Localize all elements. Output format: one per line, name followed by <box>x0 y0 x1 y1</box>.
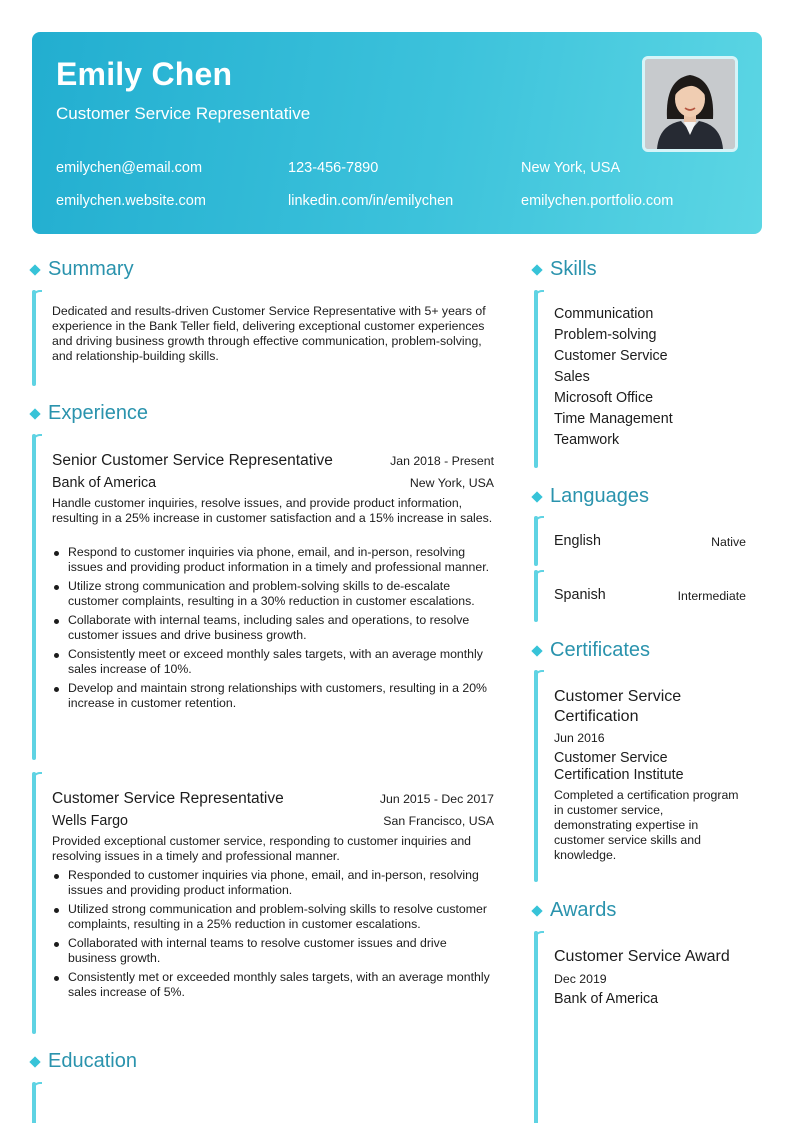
experience-heading-text: Experience <box>48 402 149 424</box>
language-name: English <box>554 533 601 549</box>
job-title: Customer Service Representative <box>52 790 284 807</box>
awards-heading-text: Awards <box>550 899 617 921</box>
skill-item: Teamwork <box>554 432 620 448</box>
job-description: Provided exceptional customer service, responding to customer inquiries and resolving issues in a timely and professional manner. <box>52 834 471 863</box>
skill-item: Communication <box>554 306 654 322</box>
job-description: Handle customer inquiries, resolve issues, and provide product information, resulting in a 25% increase in customer satisfaction and a 15% increase in sales. <box>52 496 493 525</box>
experience-job-2 <box>32 772 494 1034</box>
contact-linkedin[interactable]: linkedin.com/in/emilychen <box>288 193 454 209</box>
language-row <box>534 516 762 566</box>
diamond-icon <box>531 645 542 656</box>
job-location: New York, USA <box>409 476 494 490</box>
section-bar <box>534 570 538 622</box>
section-bar <box>534 670 538 882</box>
job-bullet: Respond to customer inquiries via phone, email, and in-person, resolving issues and providing product information in a timely and professional manner. <box>52 545 497 575</box>
certificate-date: Jun 2016 <box>554 731 605 745</box>
job-title: Senior Customer Service Representative <box>52 452 333 469</box>
skill-item: Time Management <box>554 411 673 427</box>
skill-item: Microsoft Office <box>554 390 654 406</box>
contact-website[interactable]: emilychen.website.com <box>56 193 206 209</box>
summary-text: Dedicated and results-driven Customer Service Representative with 5+ years of experience in the Bank Teller field, delivering exceptional customer experiences and driving business growth through effective communication, problem-solving, and relationship-building skills. <box>52 304 486 363</box>
profile-photo <box>642 56 738 152</box>
diamond-icon <box>531 905 542 916</box>
job-date: Jun 2015 - Dec 2017 <box>379 792 494 806</box>
awards-heading <box>532 899 616 922</box>
job-bullet: Collaborated with internal teams to resolve customer issues and drive business growth. <box>52 936 497 966</box>
language-row <box>534 570 762 622</box>
resume-header <box>32 32 762 234</box>
languages-heading-text: Languages <box>550 485 649 507</box>
skill-item: Problem-solving <box>554 327 657 343</box>
award-date: Dec 2019 <box>554 972 607 986</box>
education-block <box>32 1082 494 1123</box>
summary-heading-text: Summary <box>48 258 134 280</box>
job-bullet: Responded to customer inquiries via phone, email, and in-person, resolving issues and providing product information. <box>52 868 497 898</box>
skills-heading <box>532 258 597 281</box>
language-level: Intermediate <box>677 589 746 603</box>
job-bullets <box>52 868 497 1004</box>
language-name: Spanish <box>554 587 606 603</box>
language-level: Native <box>711 535 746 549</box>
job-date: Jan 2018 - Present <box>390 454 494 468</box>
job-bullet: Collaborate with internal teams, including sales and operations, to resolve customer issues and drive business growth. <box>52 613 497 643</box>
section-bar <box>32 1082 36 1123</box>
job-bullet: Utilized strong communication and problem-solving skills to resolve customer complaints, resulting in a 25% reduction in customer escalations. <box>52 902 497 932</box>
skills-heading-text: Skills <box>550 258 597 280</box>
section-bar <box>534 516 538 566</box>
contact-location: New York, USA <box>521 160 621 176</box>
job-bullet: Consistently meet or exceed monthly sales targets, with an average monthly sales increase of 10%. <box>52 647 497 677</box>
job-bullet: Develop and maintain strong relationships with customers, resulting in a 20% increase in customer retention. <box>52 681 497 711</box>
certificate-description: Completed a certification program in customer service, demonstrating expertise in customer service skills and knowledge. <box>554 788 739 862</box>
candidate-name: Emily Chen <box>56 56 233 92</box>
diamond-icon <box>531 491 542 502</box>
certificates-heading <box>532 639 650 662</box>
section-bar <box>534 290 538 468</box>
education-heading <box>30 1050 137 1073</box>
section-bar <box>32 434 36 760</box>
job-location: San Francisco, USA <box>383 814 494 828</box>
contact-portfolio[interactable]: emilychen.portfolio.com <box>521 193 674 209</box>
award-name: Customer Service Award <box>554 948 730 965</box>
summary-heading <box>30 258 134 281</box>
award-organization: Bank of America <box>554 991 659 1007</box>
section-bar <box>32 290 36 386</box>
languages-heading <box>532 485 649 508</box>
experience-heading <box>30 402 148 425</box>
job-company: Wells Fargo <box>52 813 129 829</box>
diamond-icon <box>29 264 40 275</box>
skill-item: Customer Service <box>554 348 668 364</box>
job-company: Bank of America <box>52 475 157 491</box>
skill-item: Sales <box>554 369 590 385</box>
experience-job-1 <box>32 434 494 760</box>
job-bullet: Utilize strong communication and problem-solving skills to de-escalate customer complaints, resulting in a 30% reduction in customer escalations. <box>52 579 497 609</box>
summary-block <box>32 290 497 386</box>
section-bar <box>32 772 36 1034</box>
certificate-name: Customer Service Certification <box>554 688 682 725</box>
education-heading-text: Education <box>48 1050 137 1072</box>
section-bar <box>534 931 538 1123</box>
award-item <box>534 931 762 1123</box>
certificates-heading-text: Certificates <box>550 639 651 661</box>
contact-email[interactable]: emilychen@email.com <box>56 160 203 176</box>
diamond-icon <box>29 1056 40 1067</box>
job-bullet: Consistently met or exceeded monthly sales targets, with an average monthly sales increase of 5%. <box>52 970 497 1000</box>
diamond-icon <box>29 408 40 419</box>
skills-block <box>534 290 746 468</box>
diamond-icon <box>531 264 542 275</box>
certificate-item <box>534 670 746 882</box>
profile-photo-image <box>645 59 735 149</box>
candidate-role: Customer Service Representative <box>56 104 311 123</box>
job-bullets <box>52 545 497 715</box>
contact-phone[interactable]: 123-456-7890 <box>288 160 379 176</box>
certificate-issuer: Customer Service Certification Institute <box>554 750 684 783</box>
